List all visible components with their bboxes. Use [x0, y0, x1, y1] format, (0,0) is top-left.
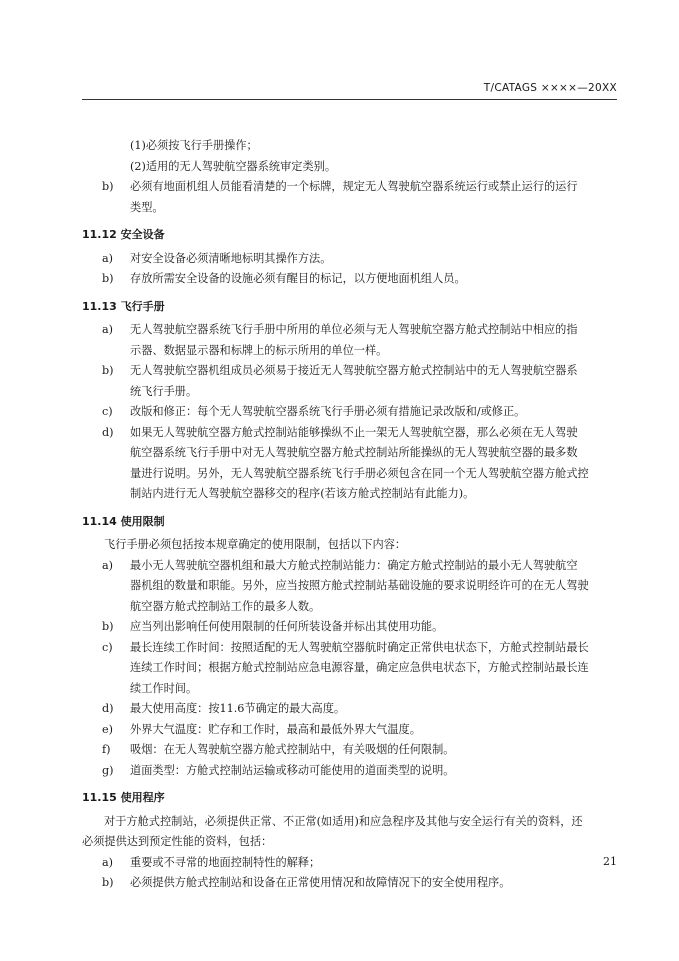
section-intro: 对于方舱式控制站，必须提供正常、不正常(如适用)和应急程序及其他与安全运行有关的资料，还 [104, 814, 583, 828]
item-label: c) [102, 640, 113, 654]
item-label: b) [102, 272, 114, 285]
item-text-line: 航空器方舱式控制站工作的最多人数。 [130, 599, 321, 613]
section-heading-11-13: 11.13 飞行手册 [82, 299, 165, 313]
item-label: a) [102, 251, 114, 265]
item-text-line: 制站内进行无人驾驶航空器移交的程序(若该方舱式控制站有此能力)。 [130, 487, 475, 500]
list-item [82, 402, 616, 423]
list-item [82, 873, 616, 894]
section-intro: 飞行手册必须包括按本规章确定的使用限制，包括以下内容： [104, 538, 407, 551]
list-item [82, 249, 616, 270]
item-text-line: 如果无人驾驶航空器方舱式控制站能够操纵不止一架无人驾驶航空器，那么必须在无人驾驶 [130, 425, 578, 439]
item-label: f) [102, 743, 111, 756]
list-item [82, 423, 616, 505]
item-text-line: 重要或不寻常的地面控制特性的解释； [130, 855, 321, 869]
list-item [82, 177, 616, 218]
sub-item-2: (2)适用的无人驾驶航空器系统审定类别。 [130, 159, 337, 173]
list-item [82, 361, 616, 402]
list-item [82, 320, 616, 361]
item-label: b) [102, 620, 114, 633]
item-label: b) [102, 876, 114, 889]
list-item [82, 617, 616, 638]
item-text-line: 示器、数据显示器和标牌上的标示所用的单位一样。 [130, 343, 388, 357]
item-text-line: 最长连续工作时间：按照适配的无人驾驶航空器航时确定正常供电状态下，方舱式控制站最长 [130, 640, 589, 654]
document-body [82, 136, 616, 894]
list-item [82, 556, 616, 618]
section-heading-11-12: 11.12 安全设备 [82, 228, 165, 241]
item-text-line: 存放所需安全设备的设施必须有醒目的标记，以方便地面机组人员。 [130, 272, 466, 285]
header-rule [82, 99, 617, 100]
item-label: d) [102, 425, 114, 439]
list-item [82, 853, 616, 874]
item-text-line: 无人驾驶航空器系统飞行手册中所用的单位必须与无人驾驶航空器方舱式控制站中相应的指 [130, 323, 578, 336]
section-heading-11-14: 11.14 使用限制 [82, 514, 165, 528]
item-label: b) [102, 180, 114, 193]
list-item [82, 269, 616, 290]
item-text-line: 最小无人驾驶航空器机组和最大方舱式控制站能力：确定方舱式控制站的最小无人驾驶航空 [130, 558, 578, 572]
document-code: T/CATAGS ××××—20XX [483, 82, 617, 94]
section-heading-11-15: 11.15 使用程序 [82, 791, 165, 804]
section-intro-continued: 必须提供达到预定性能的资料，包括： [82, 835, 273, 848]
item-label: g) [102, 763, 114, 777]
list-item [82, 638, 616, 700]
item-text-line: 航空器系统飞行手册中对无人驾驶航空器方舱式控制站所能操纵的无人驾驶航空器的最多数 [130, 446, 578, 459]
item-label: a) [102, 558, 114, 572]
list-item [82, 761, 616, 782]
item-text-line: 统飞行手册。 [130, 384, 198, 398]
sub-item-1: (1)必须按飞行手册操作； [130, 139, 258, 152]
item-text-line: 必须提供方舱式控制站和设备在正常使用情况和故障情况下的安全使用程序。 [130, 876, 511, 889]
page-number: 21 [603, 855, 617, 868]
item-text-line: 类型。 [130, 200, 164, 214]
item-text-line: 最大使用高度：按11.6节确定的最大高度。 [130, 702, 346, 715]
item-label: e) [102, 722, 113, 736]
item-label: c) [102, 405, 113, 418]
item-text-line: 器机组的数量和职能。另外，应当按照方舱式控制站基础设施的要求说明经许可的在无人驾驶 [130, 579, 589, 592]
item-text-line: 必须有地面机组人员能看清楚的一个标牌，规定无人驾驶航空器系统运行或禁止运行的运行 [130, 180, 578, 193]
item-text-line: 改版和修正：每个无人驾驶航空器系统飞行手册必须有措施记录改版和/或修正。 [130, 405, 526, 418]
item-text-line: 对安全设备必须清晰地标明其操作方法。 [130, 251, 332, 265]
item-text-line: 续工作时间。 [130, 681, 198, 695]
item-label: d) [102, 702, 114, 715]
item-label: b) [102, 364, 114, 377]
list-item [82, 699, 616, 720]
list-item [82, 720, 616, 741]
item-text-line: 量进行说明。另外，无人驾驶航空器系统飞行手册必须包含在同一个无人驾驶航空器方舱式控 [130, 466, 589, 480]
item-text-line: 吸烟：在无人驾驶航空器方舱式控制站中，有关吸烟的任何限制。 [130, 743, 455, 756]
item-text-line: 外界大气温度：贮存和工作时，最高和最低外界大气温度。 [130, 722, 421, 736]
item-text-line: 应当列出影响任何使用限制的任何所装设备并标出其使用功能。 [130, 620, 444, 633]
list-item [82, 740, 616, 761]
item-text-line: 道面类型：方舱式控制站运输或移动可能使用的道面类型的说明。 [130, 763, 455, 777]
item-label: a) [102, 323, 114, 336]
item-text-line: 无人驾驶航空器机组成员必须易于接近无人驾驶航空器方舱式控制站中的无人驾驶航空器系 [130, 364, 578, 377]
item-label: a) [102, 855, 114, 869]
item-text-line: 连续工作时间；根据方舱式控制站应急电源容量，确定应急供电状态下，方舱式控制站最长连 [130, 661, 589, 674]
